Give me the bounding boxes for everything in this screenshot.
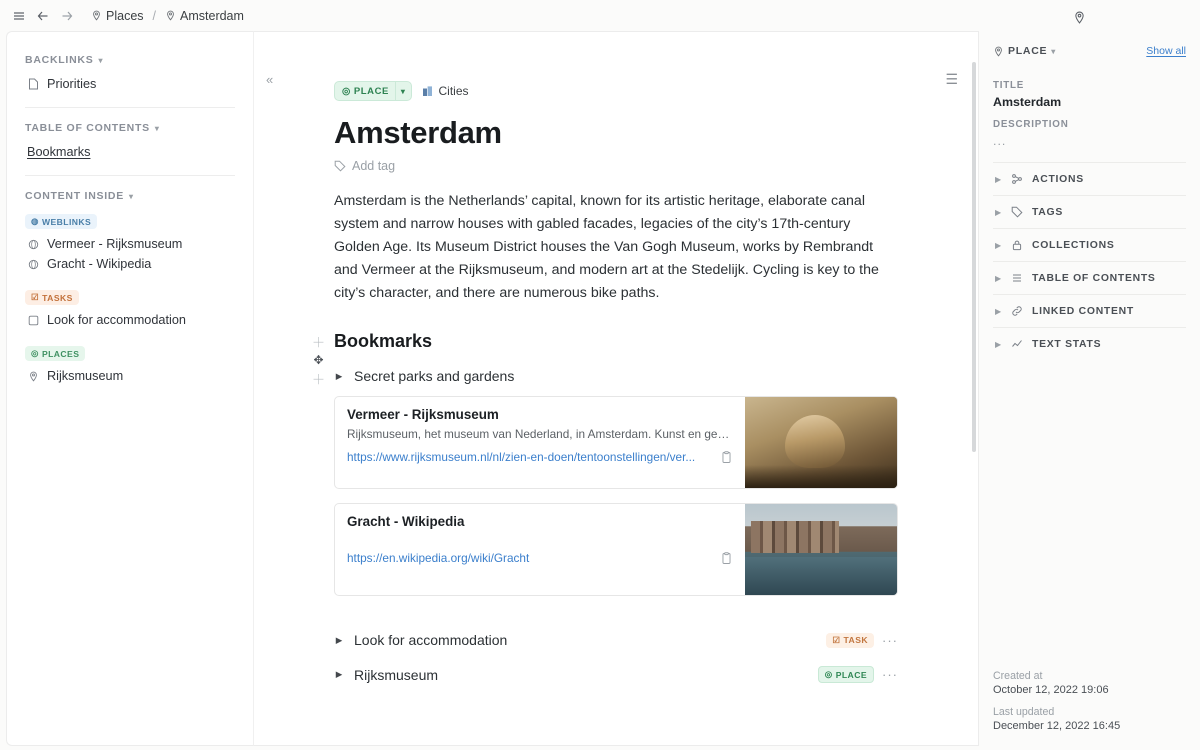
row-menu-icon[interactable]: ··· (882, 667, 898, 683)
toggle-secret-parks[interactable] (334, 364, 898, 388)
panel-row-label: TAGS (1032, 206, 1064, 218)
triangle-right-icon[interactable]: ▶ (335, 669, 343, 680)
document-type-label: PLACE (353, 85, 389, 97)
right-panel-header (993, 45, 1186, 57)
toggle-label: Rijksmuseum (354, 666, 439, 683)
section-backlinks-header[interactable] (25, 54, 235, 66)
footer-label-created: Created at (993, 670, 1043, 682)
toggle-label: Secret parks and gardens (354, 368, 515, 385)
breadcrumb-separator: / (152, 8, 157, 23)
document-menu-icon[interactable]: ☰ (945, 71, 958, 87)
chevron-down-icon: ▾ (98, 55, 104, 65)
badge-label: TASK (843, 635, 868, 646)
group-tag-places (25, 346, 85, 361)
bookmark-url[interactable]: https://en.wikipedia.org/wiki/Gracht (347, 551, 530, 566)
field-label-description: DESCRIPTION (993, 119, 1069, 130)
sidebar-item-look-for-accommodation[interactable] (25, 310, 235, 330)
breadcrumb-item-amsterdam[interactable] (160, 7, 249, 25)
footer-value-created: October 12, 2022 19:06 (993, 684, 1109, 696)
collection-chip-cities[interactable] (422, 84, 469, 98)
triangle-right-icon[interactable]: ▶ (335, 370, 343, 381)
panel-row-label: LINKED CONTENT (1032, 305, 1134, 317)
top-bar (0, 0, 1200, 31)
document-type-chip[interactable] (334, 81, 412, 101)
section-label: CONTENT INSIDE (25, 190, 124, 202)
badge-label: PLACE (835, 669, 867, 680)
bookmark-url[interactable]: https://www.rijksmuseum.nl/nl/zien-en-doen/tentoonstellingen/ver... (347, 450, 696, 465)
add-tag-button[interactable] (334, 159, 898, 173)
panel-row-collections[interactable] (993, 228, 1186, 261)
bookmark-description: Rijksmuseum, het museum van Nederland, in Amsterdam. Kunst en ges... (347, 427, 733, 442)
sidebar-item-label: Priorities (47, 77, 97, 91)
sidebar-item-label: Gracht - Wikipedia (47, 257, 152, 271)
bookmark-thumbnail (745, 504, 897, 595)
chevron-right-icon: ▶ (995, 306, 1002, 316)
footer-value-updated: December 12, 2022 16:45 (993, 720, 1121, 732)
show-all-link[interactable]: Show all (1146, 45, 1186, 57)
panel-row-label: TABLE OF CONTENTS (1032, 272, 1156, 284)
chevron-down-icon: ▾ (154, 123, 160, 133)
arrow-left-icon[interactable] (32, 5, 54, 27)
footer-label-updated: Last updated (993, 706, 1055, 718)
chart-icon (1011, 338, 1023, 350)
right-panel-type-label: PLACE (1008, 45, 1048, 57)
section-table-of-contents-header[interactable] (25, 122, 235, 134)
sidebar-item-gracht-wikipedia[interactable] (25, 254, 235, 274)
document-pane (253, 31, 979, 746)
hamburger-icon[interactable] (8, 5, 30, 27)
bookmark-title: Gracht - Wikipedia (347, 514, 465, 530)
document-icon (27, 78, 40, 90)
add-block-icon[interactable]: ＋ (312, 335, 326, 350)
panel-row-linked-content[interactable] (993, 294, 1186, 327)
lock-icon (1011, 239, 1023, 251)
list-icon (1011, 272, 1023, 284)
sidebar-item-label: Bookmarks (27, 145, 91, 159)
sidebar-item-rijksmuseum[interactable] (25, 366, 235, 386)
divider (25, 175, 235, 176)
tag-icon (334, 160, 346, 172)
panel-row-actions[interactable] (993, 162, 1186, 195)
sidebar-item-label: Rijksmuseum (47, 369, 124, 383)
copy-icon[interactable] (720, 552, 733, 565)
section-label: TABLE OF CONTENTS (25, 122, 150, 134)
field-value-title[interactable]: Amsterdam (993, 95, 1062, 109)
chevron-right-icon: ▶ (995, 273, 1002, 283)
group-tag-label: WEBLINKS (41, 216, 92, 227)
collapse-sidebar-icon[interactable]: « (266, 72, 274, 87)
sidebar-item-vermeer-rijksmuseum[interactable] (25, 234, 235, 254)
panel-row-label: TEXT STATS (1032, 338, 1102, 350)
right-panel (979, 31, 1200, 746)
chevron-right-icon: ▶ (995, 174, 1002, 184)
toggle-rijksmuseum[interactable] (334, 662, 898, 687)
chevron-right-icon: ▶ (995, 339, 1002, 349)
divider (25, 107, 235, 108)
document-scrollbar[interactable] (972, 62, 976, 452)
copy-icon[interactable] (720, 451, 733, 464)
place-pin-icon: ◎ (824, 669, 833, 680)
section-content-inside-header[interactable] (25, 190, 235, 202)
field-label-title: TITLE (993, 80, 1025, 91)
actions-icon (1011, 173, 1023, 185)
toggle-label: Look for accommodation (354, 632, 508, 649)
place-pin-icon (165, 10, 176, 21)
place-pin-icon: ◎ (342, 85, 351, 97)
panel-row-tags[interactable] (993, 195, 1186, 228)
drag-handle-icon[interactable]: ✥ (313, 353, 324, 367)
panel-row-label: ACTIONS (1032, 173, 1084, 185)
chevron-down-icon: ▾ (128, 191, 134, 201)
row-menu-icon[interactable]: ··· (882, 632, 898, 648)
chevron-right-icon: ▶ (995, 207, 1002, 217)
checkbox-icon (27, 315, 40, 326)
arrow-right-icon[interactable] (56, 5, 78, 27)
group-tag-label: TASKS (42, 292, 73, 303)
task-check-icon: ☑ (31, 292, 40, 302)
body (0, 31, 1200, 750)
field-value-description[interactable]: ... (993, 134, 1007, 148)
panel-row-table-of-contents[interactable] (993, 261, 1186, 294)
buildings-icon (422, 85, 434, 97)
right-panel-type-chip[interactable] (993, 45, 1056, 57)
place-pin-icon (27, 371, 40, 382)
right-panel-footer (993, 660, 1186, 736)
chevron-right-icon: ▶ (995, 240, 1002, 250)
sidebar-item-priorities[interactable] (25, 74, 235, 94)
document-content (254, 32, 978, 687)
bookmark-card-vermeer[interactable] (334, 396, 898, 489)
section-label: BACKLINKS (25, 54, 94, 66)
triangle-right-icon[interactable]: ▶ (335, 634, 343, 645)
panel-row-text-stats[interactable] (993, 327, 1186, 360)
chevron-down-icon[interactable]: ▾ (395, 82, 411, 100)
document-paragraph: Amsterdam is the Netherlands’ capital, known for its artistic heritage, elaborate canal system and narrow houses with gabled facades, legacies of the city’s 17th-century Golden Age. Its Museum District houses the Van Gogh Museum, works by Rembrandt and Vermeer at the Rijksmuseum, and modern art at the Stedelijk. Cycling is key to the city’s character, and there are numerous bike paths. (334, 193, 879, 302)
group-tag-weblinks (25, 214, 97, 229)
breadcrumb-label: Amsterdam (180, 8, 244, 23)
group-tag-label: PLACES (41, 348, 80, 359)
panel-row-label: COLLECTIONS (1032, 239, 1115, 251)
pin-icon[interactable] (1069, 7, 1091, 29)
block-handles (312, 332, 325, 388)
place-pin-icon (91, 10, 102, 21)
tag-icon (1011, 206, 1023, 218)
link-globe-icon (27, 259, 40, 270)
section-heading-bookmarks: Bookmarks (334, 331, 433, 352)
status-badge-task (826, 633, 874, 648)
bookmark-card-gracht[interactable] (334, 503, 898, 596)
add-tag-label: Add tag (352, 159, 396, 174)
breadcrumb-item-places[interactable] (86, 7, 149, 25)
document-chips (334, 81, 898, 101)
bookmark-title: Vermeer - Rijksmuseum (347, 407, 499, 423)
toggle-look-for-accommodation[interactable] (334, 628, 898, 652)
collection-chip-label: Cities (438, 84, 469, 98)
add-block-icon[interactable]: ＋ (312, 372, 326, 387)
chevron-down-icon[interactable]: ▾ (1051, 46, 1057, 56)
bookmark-thumbnail (745, 397, 897, 488)
status-badge-place (818, 666, 874, 683)
page-title: Amsterdam (334, 115, 502, 150)
breadcrumb-label: Places (106, 8, 144, 23)
left-sidebar (6, 31, 253, 746)
weblinks-dot-icon: ◍ (31, 216, 39, 226)
link-icon (1011, 305, 1023, 317)
sidebar-item-label: Look for accommodation (47, 313, 186, 327)
place-pin-icon (993, 46, 1004, 57)
task-check-icon: ☑ (832, 634, 841, 645)
sidebar-item-label: Vermeer - Rijksmuseum (47, 237, 183, 251)
place-pin-icon: ◎ (31, 348, 39, 358)
group-tag-tasks (25, 290, 79, 305)
sidebar-item-bookmarks[interactable] (25, 142, 235, 162)
link-globe-icon (27, 239, 40, 250)
